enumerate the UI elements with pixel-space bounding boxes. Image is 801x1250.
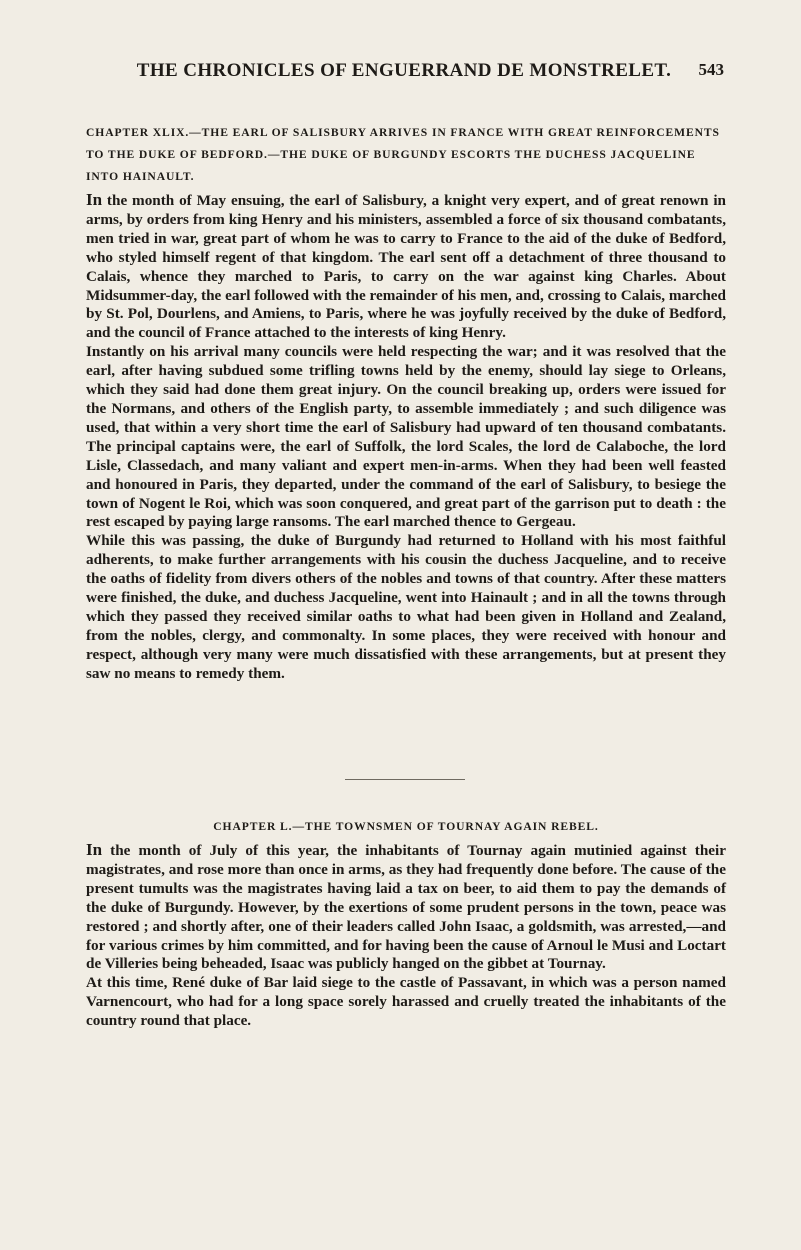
chapter-50-paragraph-2: At this time, René duke of Bar laid siege to the castle of Passavant, in which was a person named Varnencourt, who had for a long space sorely harassed and cruelly treated the inhabitants of the country round that place. bbox=[86, 974, 726, 1030]
running-title: THE CHRONICLES OF ENGUERRAND DE MONSTRELET. bbox=[136, 60, 672, 81]
chapter-49-paragraph-1 bbox=[86, 191, 726, 343]
chapter-50-heading: CHAPTER L.—THE TOWNSMEN OF TOURNAY AGAIN REBEL. bbox=[213, 820, 599, 833]
chapter-49-paragraph-2: Instantly on his arrival many councils were held respecting the war; and it was resolved that the earl, after having subdued some trifling towns held by the enemy, should lay siege to Orleans, which they said had done them great injury. On the council breaking up, orders were issued for the Normans, and others of the English party, to assemble immediately ; and such diligence was used, that within a very short time the earl of Salisbury had upward of ten thousand combatants. The principal captains were, the earl of Suffolk, the lord Scales, the lord de Calaboche, the lord Lisle, Classedach, and many valiant and expert men-in-arms. When they had been well feasted and honoured in Paris, they departed, under the command of the earl of Salisbury, to besiege the town of Nogent le Roi, which was soon conquered, and great part of the garrison put to death : the rest escaped by paying large ransoms. The earl marched thence to Gergeau. bbox=[86, 343, 726, 531]
chapter-49-body bbox=[86, 191, 726, 684]
page-number: 543 bbox=[698, 60, 724, 79]
chapter-49-paragraph-3: While this was passing, the duke of Burgundy had returned to Holland with his most faithful adherents, to make further arrangements with his cousin the duchess Jacqueline, and to receive the oaths of fidelity from divers others of the nobles and towns of that country. After these matters were finished, the duke, and duchess Jacqueline, went into Hainault ; and in all the towns through which they passed they received similar oaths to what had been given in Holland and Zealand, from the nobles, clergy, and commonalty. In some places, they were received with honour and respect, although very many were much dissatisfied with these arrangements, but at present they saw no means to remedy them. bbox=[86, 532, 726, 682]
chapter-49-paragraph-1-text: the month of May ensuing, the earl of Salisbury, a knight very expert, and of great renown in arms, by orders from king Henry and his ministers, assembled a force of six thousand combatants, men tried in war, great part of whom he was to carry to France to the aid of the duke of Bedford, who styled himself regent of that kingdom. The earl sent off a detachment of three thousand to Calais, whence they marched to Paris, to carry on the war against king Charles. About Midsummer-day, the earl followed with the remainder of his men, and, crossing to Calais, marched by St. Pol, Dourlens, and Amiens, to Paris, where he was joyfully received by the duke of Bedford, and the council of France attached to the interests of king Henry. bbox=[86, 192, 726, 342]
chapter-50-lead-word: In bbox=[86, 840, 103, 859]
section-divider bbox=[345, 779, 465, 780]
chapter-49-lead-word: In bbox=[86, 190, 103, 209]
chapter-50-body bbox=[86, 841, 726, 1031]
chapter-50-paragraph-1-text: the month of July of this year, the inhabitants of Tournay again mutinied against their magistrates, and rose more than once in arms, as they had frequently done before. The cause of the present tumults was the magistrates having laid a tax on beer, to aid them to pay the demands of the duke of Burgundy. However, by the exertions of some prudent persons in the town, peace was restored ; and shortly after, one of their leaders called John Isaac, a goldsmith, was arrested,—and for various crimes by him committed, and for having been the cause of Arnoul le Musi and Loctart de Villeries being beheaded, Isaac was publicly hanged on the gibbet at Tournay. bbox=[86, 842, 726, 973]
chapter-49-heading: CHAPTER XLIX.—THE EARL OF SALISBURY ARRIVES IN FRANCE WITH GREAT REINFORCEMENTS TO THE DUKE OF BEDFORD.—THE DUKE OF BURGUNDY ESCORTS THE DUCHESS JACQUELINE INTO HAINAULT. bbox=[86, 126, 720, 183]
running-head bbox=[84, 60, 724, 84]
chapter-50-paragraph-1 bbox=[86, 841, 726, 974]
